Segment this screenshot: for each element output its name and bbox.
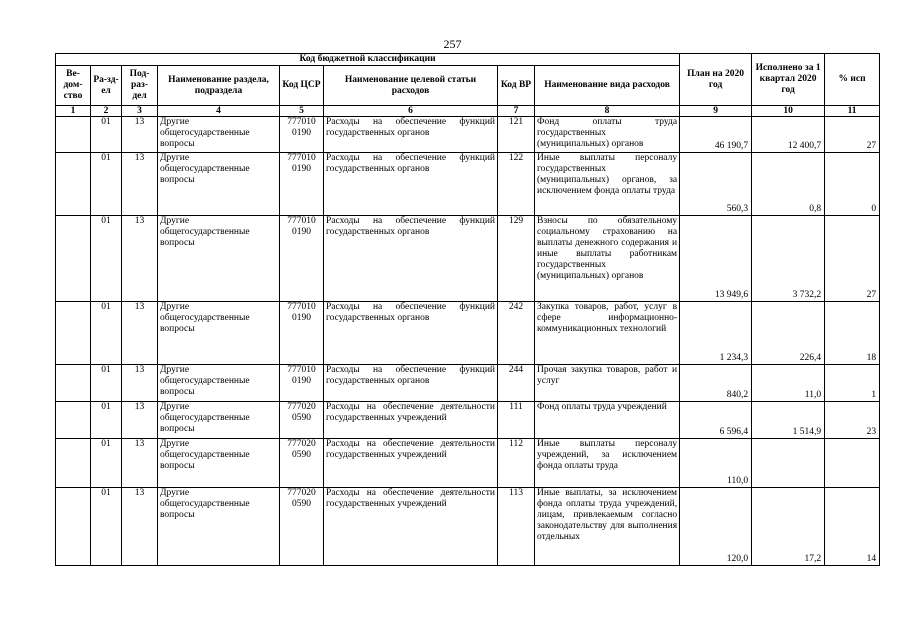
plan-cell: 110,0 [680,439,752,488]
vr-name-cell: Фонд оплаты труда учреждений [535,402,680,439]
csr-cell: 777010 0190 [280,216,324,302]
podrazdel-header: Под-раз-дел [122,66,158,106]
section-name-cell: Другие общегосударственные вопросы [158,365,280,402]
column-number: 3 [122,106,158,117]
vr-name-cell: Взносы по обязательному социальному страхованию на выплаты денежного содержания и иные выплаты работникам государственных (муниципальных) органов [535,216,680,302]
vedomstvo-cell [56,402,91,439]
table-row [56,302,880,365]
podrazdel-cell: 13 [122,153,158,216]
column-number: 4 [158,106,280,117]
csr-cell: 777010 0190 [280,302,324,365]
fact-cell: 3 732,2 [752,216,825,302]
csr-name-cell: Расходы на обеспечение функций государственных органов [324,365,498,402]
vr-name-cell: Прочая закупка товаров, работ и услуг [535,365,680,402]
column-number: 11 [825,106,880,117]
plan-cell: 46 190,7 [680,117,752,153]
section-name-cell: Другие общегосударственные вопросы [158,216,280,302]
vedomstvo-cell [56,302,91,365]
podrazdel-cell: 13 [122,439,158,488]
razdel-cell: 01 [91,302,122,365]
section-name-cell: Другие общегосударственные вопросы [158,439,280,488]
vr-name-cell: Иные выплаты, за исключением фонда оплаты труда учреждений, лицам, привлекаемым согласно законодательству для выполнения отдельных [535,488,680,566]
section-name-cell: Другие общегосударственные вопросы [158,402,280,439]
vr-cell: 113 [498,488,535,566]
vedomstvo-cell [56,488,91,566]
section-name-header: Наименование раздела, подраздела [158,66,280,106]
vr-cell: 122 [498,153,535,216]
csr-name-cell: Расходы на обеспечение функций государственных органов [324,302,498,365]
percent-cell: 18 [825,302,880,365]
column-number: 7 [498,106,535,117]
table-row [56,402,880,439]
csr-cell: 777020 0590 [280,439,324,488]
fact-cell: 226,4 [752,302,825,365]
section-name-cell: Другие общегосударственные вопросы [158,488,280,566]
csr-cell: 777010 0190 [280,117,324,153]
razdel-cell: 01 [91,439,122,488]
vr-name-cell: Иные выплаты персоналу государственных (муниципальных) органов, за исключением фонда оплаты труда [535,153,680,216]
podrazdel-cell: 13 [122,365,158,402]
fact-cell: 1 514,9 [752,402,825,439]
budget-table [55,53,880,566]
fact-header: Исполнено за 1 квартал 2020 год [752,54,825,106]
section-name-cell: Другие общегосударственные вопросы [158,302,280,365]
percent-header: % исп [825,54,880,106]
vr-cell: 244 [498,365,535,402]
column-number: 6 [324,106,498,117]
razdel-cell: 01 [91,402,122,439]
csr-name-cell: Расходы на обеспечение функций государственных органов [324,117,498,153]
vedomstvo-cell [56,439,91,488]
table-row [56,439,880,488]
percent-cell: 27 [825,117,880,153]
percent-cell: 1 [825,365,880,402]
column-number: 10 [752,106,825,117]
fact-cell: 11,0 [752,365,825,402]
csr-name-cell: Расходы на обеспечение функций государственных органов [324,153,498,216]
vr-cell: 129 [498,216,535,302]
vedomstvo-cell [56,153,91,216]
column-number: 8 [535,106,680,117]
fact-cell: 17,2 [752,488,825,566]
vr-name-cell: Фонд оплаты труда государственных (муниципальных) органов [535,117,680,153]
razdel-cell: 01 [91,117,122,153]
csr-cell: 777020 0590 [280,402,324,439]
vedomstvo-cell [56,117,91,153]
percent-cell: 27 [825,216,880,302]
vr-cell: 111 [498,402,535,439]
vr-cell: 121 [498,117,535,153]
section-name-cell: Другие общегосударственные вопросы [158,117,280,153]
vedomstvo-header: Ве-дом-ство [56,66,91,106]
percent-cell [825,439,880,488]
podrazdel-cell: 13 [122,402,158,439]
column-numbers-row [56,106,880,117]
page-number: 257 [443,37,462,51]
csr-header: Код ЦСР [280,66,324,106]
csr-cell: 777020 0590 [280,488,324,566]
vr-name-header: Наименование вида расходов [535,66,680,106]
vr-header: Код ВР [498,66,535,106]
plan-header: План на 2020 год [680,54,752,106]
fact-cell [752,439,825,488]
table-row [56,216,880,302]
section-name-cell: Другие общегосударственные вопросы [158,153,280,216]
razdel-cell: 01 [91,488,122,566]
csr-name-header: Наименование целевой статьи расходов [324,66,498,106]
plan-cell: 120,0 [680,488,752,566]
vedomstvo-cell [56,216,91,302]
vedomstvo-cell [56,365,91,402]
podrazdel-cell: 13 [122,216,158,302]
table-row [56,365,880,402]
podrazdel-cell: 13 [122,117,158,153]
razdel-header: Ра-зд-ел [91,66,122,106]
percent-cell: 14 [825,488,880,566]
csr-name-cell: Расходы на обеспечение функций государственных органов [324,216,498,302]
plan-cell: 840,2 [680,365,752,402]
plan-cell: 560,3 [680,153,752,216]
podrazdel-cell: 13 [122,488,158,566]
podrazdel-cell: 13 [122,302,158,365]
percent-cell: 23 [825,402,880,439]
table-row [56,488,880,566]
plan-cell: 6 596,4 [680,402,752,439]
razdel-cell: 01 [91,365,122,402]
fact-cell: 0,8 [752,153,825,216]
csr-name-cell: Расходы на обеспечение деятельности государственных учреждений [324,439,498,488]
percent-cell: 0 [825,153,880,216]
vr-cell: 112 [498,439,535,488]
column-number: 5 [280,106,324,117]
column-number: 2 [91,106,122,117]
plan-cell: 13 949,6 [680,216,752,302]
razdel-cell: 01 [91,153,122,216]
vr-name-cell: Закупка товаров, работ, услуг в сфере информационно-коммуникационных технологий [535,302,680,365]
fact-cell: 12 400,7 [752,117,825,153]
razdel-cell: 01 [91,216,122,302]
classification-group-header: Код бюджетной классификации [56,54,680,66]
csr-name-cell: Расходы на обеспечение деятельности государственных учреждений [324,402,498,439]
column-number: 1 [56,106,91,117]
plan-cell: 1 234,3 [680,302,752,365]
csr-cell: 777010 0190 [280,153,324,216]
csr-cell: 777010 0190 [280,365,324,402]
column-number: 9 [680,106,752,117]
table-row [56,117,880,153]
vr-cell: 242 [498,302,535,365]
table-row [56,153,880,216]
vr-name-cell: Иные выплаты персоналу учреждений, за исключением фонда оплаты труда [535,439,680,488]
csr-name-cell: Расходы на обеспечение деятельности государственных учреждений [324,488,498,566]
